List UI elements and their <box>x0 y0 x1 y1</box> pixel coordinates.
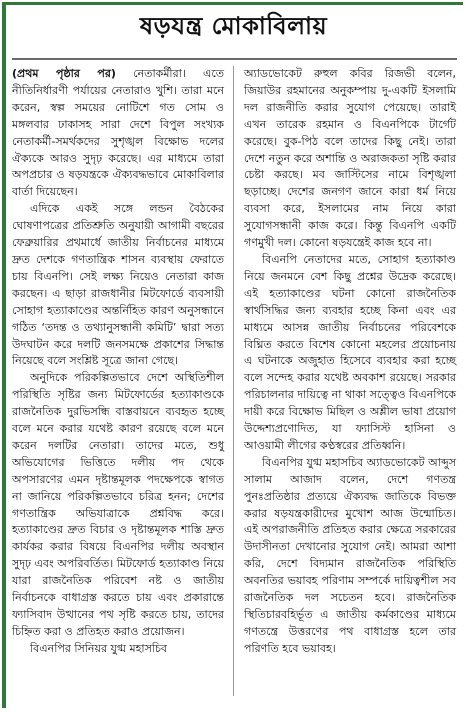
paragraph: বিএনপির সিনিয়র যুগ্ম মহাসচিব <box>30 641 168 655</box>
article-headline: ষড়যন্ত্র মোকাবিলায় <box>139 12 328 40</box>
column-divider <box>233 66 234 696</box>
paragraph: এদিকে একই সঙ্গে লন্ডন বৈঠকের ঘোষণাপত্রের প্রতিশ্রুতি অনুযায়ী আগামী বছরের ফেব্রুয়ারির প্রথমার্ধে জাতীয় নির্বাচনের মাধ্যমে দ্রুত দেশকে গণতান্ত্রিক শাসন ব্যবস্থায় ফেরাতে চায় বিএনপি। সেই লক্ষ্য নিয়েও নেতারা কাজ করছেন। এ ছাড়া রাজধানীর মিটফোর্ডে ব্যবসায়ী সোহাগ হত্যাকাণ্ডের অন্তর্নিহিত কারণ অনুসন্ধানে গঠিত ‘তদন্ত ও তথ্যানুসন্ধানী কমিটি’ দ্বারা সত্য উদঘাটন করে দলটি জনসমক্ষে প্রকাশের সিদ্ধান্ত নিয়েছে বলে সংশ্লিষ্ট সূত্রে জানা গেছে। <box>12 202 224 368</box>
paragraph: বিএনপি নেতাদের মতে, সোহাগ হত্যাকাণ্ড নিয়ে জনমনে বেশ কিছু প্রশ্নের উদ্রেক করেছে। এই হত্যাকাণ্ডের ঘটনা কোনো রাজনৈতিক স্বার্থসিদ্ধির জন্য ব্যবহার হচ্ছে কিনা এবং এর মাধ্যমে আসন্ন জাতীয় নির্বাচনের পরিবেশকে বিঘ্নিত করতে বিশেষ কোনো মহলের প্রয়োচনায় এ ঘটনাকে অজুহাত হিসেবে ব্যবহার করা হচ্ছে বলে সন্দেহ করার যথেষ্ট অবকাশ রয়েছে। সরকার পরিচালনার দায়িত্বে না থাকা সত্ত্বেও বিএনপিকে দায়ী করে বিক্ষোভ মিছিল ও অশ্লীল ভাষা প্রয়োগ উদ্দেশ্যপ্রণোদিত, যা ফ্যাসিস্ট হাসিনা ও আওয়ামী লীগের কণ্ঠস্বরের প্রতিধ্বনি। <box>244 252 456 452</box>
right-column <box>244 66 456 658</box>
continued-from-tag: (প্রথম পৃষ্ঠার পর) <box>12 67 116 80</box>
paragraph: অ্যাডভোকেট রুহুল কবির রিজভী বলেন, জিয়াউর রহমানের অনুকম্পায় দু-একটি ইসলামি দল রাজনীতি করার সুযোগ পেয়েছে। তারাই এখন তারেক রহমান ও বিএনপিকে টার্গেট করেছে। বুক-পিঠ বলে তাদের কিছু নেই। তারা দেশে নতুন করে অশান্তি ও অরাজকতা সৃষ্টি করার চেষ্টা করছে। মব জাস্টিসের নামে বিশৃঙ্খলা ছড়াচ্ছে। দেশের জনগণ জানে কারা ধর্ম নিয়ে ব্যবসা করে, ইসলামের নাম নিয়ে কারা সুযোগসন্ধানী কাজ করে। কিন্তু বিএনপি একটি গণমুখী দল। কোনো ষড়যন্ত্রেই কাজ হবে না। <box>244 67 456 250</box>
paragraph <box>12 66 224 201</box>
paragraph: অনুদিকে পরিকল্পিতভাবে দেশে অস্থিতিশীল পরিস্থিতি সৃষ্টির জন্য মিটফোর্ডের হত্যাকাণ্ডকে রাজনৈতিক দুরভিসন্ধি বাস্তবায়নে ব্যবহৃত হচ্ছে বলে মনে করার যথেষ্ট কারণ রয়েছে বলে মনে করেন দলটির নেতারা। তাদের মতে, শুধু অভিযোগের ভিত্তিতে দলীয় পদ থেকে অপসারণের এমন দৃষ্টান্তমূলক পদক্ষেপকে স্বাগত না জানিয়ে পরিকল্পিতভাবে চরিত্র হনন; দেশের গণতান্ত্রিক অভিযাত্রাকে প্রশ্নবিদ্ধ করে। হত্যাকাণ্ডের দ্রুত বিচার ও দৃষ্টান্তমূলক শাস্তি দ্রুত কার্যকর করার বিষয়ে বিএনপির দলীয় অবস্থান সুদৃঢ় এবং অপরিবর্তিত। মিটফোর্ড হত্যাকাণ্ড নিয়ে যারা রাজনৈতিক পরিবেশ নষ্ট ও জাতীয় নির্বাচনকে বাধাগ্রস্ত করতে চায় এবং প্রকারান্তে ফ্যাসিবাদ উত্থানের পথ সৃষ্টি করতে চায়, তাদের চিহ্নিত করা ও প্রতিহত করাও প্রয়োজন। <box>12 371 224 638</box>
paragraph-text: নেতাকর্মীরা। এতে নীতিনির্ধারণী পর্যায়ের নেতারাও খুশি। তারা মনে করেন, স্বল্প সময়ের নোটিশে গত সোম ও মঙ্গলবার ঢাকাসহ সারা দেশে বিপুল সংখ্যক নেতাকর্মী-সমর্থকদের সুশৃঙ্খল বিক্ষোভ দলের ঐক্যকে আরও সুদৃঢ় করেছে। এর মাধ্যমে তারা অপপ্রচার ও ষড়যন্ত্রকে ঐক্যবদ্ধভাবে মোকাবিলার বার্তা দিয়েছেন। <box>12 67 224 199</box>
left-column <box>12 66 224 658</box>
headline-underline <box>12 58 457 60</box>
paragraph: বিএনপির যুগ্ম মহাসচিব অ্যাডভোকেট আব্দুস সালাম আজাদ বলেন, দেশে গণতন্ত্র পুনঃপ্রতিষ্ঠার প্রত্যয়ে ঐক্যবদ্ধ জাতিকে বিভক্ত করার ষড়যন্ত্রকারীদের মুখোশ আজ উন্মোচিত। এই অপরাজনীতি প্রতিহত করার ক্ষেত্রে সরকারের উদাসীনতা দেখানোর সুযোগ নেই। আমরা আশা করি, দেশে বিদ্যমান রাজনৈতিক পরিস্থিতি অবনতির ভয়াবহ পরিণাম সম্পর্কে দায়িত্বশীল সব রাজনৈতিক দল সচেতন হবে। রাজনৈতিক স্থিতিচারবহির্ভূত এ জাতীয় কর্মকাণ্ডের মাধ্যমে গণতন্ত্রে উত্তরণের পথ বাধাগ্রস্ত হলে তার পরিণতি হবে ভয়াবহ। <box>244 455 456 655</box>
